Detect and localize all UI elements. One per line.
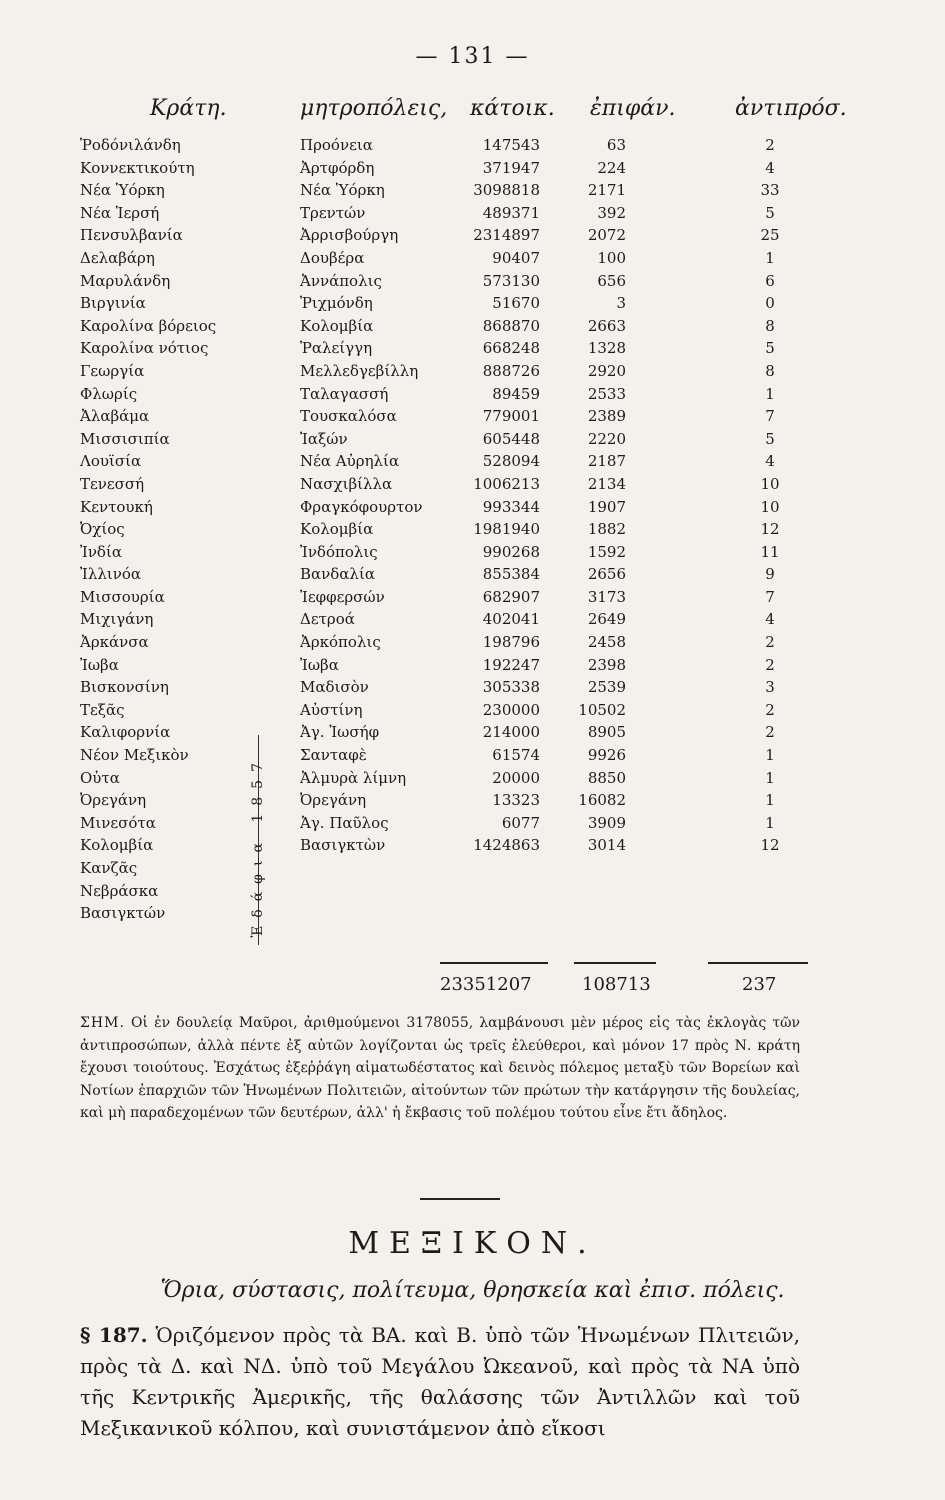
- state-cell: Νέα Ἱερσή: [80, 203, 160, 222]
- capital-cell: Βανδαλία: [300, 565, 375, 584]
- capital-cell: Ἀγ. Ἰωσήφ: [300, 723, 380, 742]
- state-cell: Πενσυλβανία: [80, 226, 183, 245]
- table-row: [0, 699, 945, 722]
- state-cell: Κολομβία: [80, 836, 154, 855]
- population-cell: 1424863: [473, 836, 540, 855]
- table-row: [0, 608, 945, 631]
- area-cell: 63: [606, 136, 626, 154]
- capital-cell: Ἀρρισβούργη: [300, 226, 399, 245]
- total-population: 23351207: [440, 974, 532, 995]
- table-row: [0, 541, 945, 564]
- area-cell: 2220: [587, 429, 626, 448]
- area-cell: 2663: [587, 316, 626, 335]
- total-rule-representatives: [708, 962, 808, 964]
- header-representatives: ἀντιπρόσ.: [735, 96, 847, 121]
- representatives-cell: 10: [760, 474, 780, 493]
- table-row: [0, 360, 945, 383]
- capital-cell: Μαδισὸν: [300, 678, 369, 697]
- area-cell: 392: [597, 203, 626, 222]
- population-cell: 1006213: [473, 474, 540, 493]
- table-row: [0, 631, 945, 654]
- representatives-cell: 5: [765, 429, 775, 448]
- population-cell: 668248: [482, 339, 540, 358]
- capital-cell: Δουβέρα: [300, 248, 365, 267]
- state-cell: Κοννεκτικούτη: [80, 158, 195, 177]
- population-cell: 489371: [482, 203, 540, 222]
- representatives-cell: 5: [765, 203, 775, 222]
- capital-cell: Κολομβία: [300, 520, 374, 539]
- area-cell: 1907: [587, 497, 626, 516]
- area-cell: 10502: [578, 700, 626, 719]
- representatives-cell: 1: [765, 384, 775, 403]
- header-state: Κράτη.: [150, 96, 227, 121]
- capital-cell: Σανταφὲ: [300, 746, 367, 765]
- state-cell: Καλιφορνία: [80, 723, 171, 742]
- representatives-cell: 12: [760, 520, 780, 539]
- table-row: [0, 157, 945, 180]
- representatives-cell: 8: [765, 361, 775, 380]
- footnote: [80, 1012, 800, 1125]
- area-cell: 3: [616, 294, 626, 313]
- representatives-cell: 11: [760, 542, 780, 561]
- state-cell: Λουϊσία: [80, 452, 142, 471]
- population-cell: 89459: [492, 384, 540, 403]
- area-cell: 1592: [587, 542, 626, 561]
- capital-cell: Ῥιχμόνδη: [300, 294, 373, 313]
- table-row: [0, 134, 945, 157]
- population-cell: 20000: [492, 768, 540, 787]
- state-cell: Νεβράσκα: [80, 881, 159, 900]
- area-cell: 3173: [587, 587, 626, 606]
- population-cell: 371947: [482, 158, 540, 177]
- population-cell: 214000: [482, 723, 540, 742]
- state-cell: Νέα Ὑόρκη: [80, 181, 165, 200]
- capital-cell: Ῥαλείγγη: [300, 339, 373, 358]
- page-number: — 131 —: [415, 44, 530, 69]
- area-cell: 2458: [587, 633, 626, 652]
- representatives-cell: 12: [760, 836, 780, 855]
- section-body: [80, 1320, 800, 1444]
- table-row: [0, 337, 945, 360]
- totals-row: [0, 974, 945, 1002]
- state-cell: Οὐτα: [80, 768, 120, 787]
- capital-cell: Νέα Αὐρηλία: [300, 452, 400, 471]
- state-cell: Ἰνδία: [80, 542, 122, 561]
- area-cell: 2389: [587, 407, 626, 426]
- footnote-lead: ΣΗΜ.: [80, 1015, 125, 1031]
- representatives-cell: 4: [765, 452, 775, 471]
- area-cell: 8850: [587, 768, 626, 787]
- capital-cell: Κολομβία: [300, 316, 374, 335]
- area-cell: 1882: [587, 520, 626, 539]
- table-row: [0, 179, 945, 202]
- state-cell: Ὀχίος: [80, 520, 125, 539]
- section-mark: § 187.: [80, 1323, 148, 1347]
- population-cell: 855384: [482, 565, 540, 584]
- population-cell: 305338: [482, 678, 540, 697]
- state-cell: Μινεσότα: [80, 813, 156, 832]
- table-row: [0, 880, 945, 903]
- table-row: [0, 496, 945, 519]
- population-cell: 779001: [482, 407, 540, 426]
- population-cell: 1981940: [473, 520, 540, 539]
- state-cell: Δελαβάρη: [80, 248, 155, 267]
- population-cell: 6077: [501, 813, 540, 832]
- population-cell: 605448: [482, 429, 540, 448]
- table-row: [0, 405, 945, 428]
- area-cell: 2920: [587, 361, 626, 380]
- area-cell: 2072: [587, 226, 626, 245]
- representatives-cell: 10: [760, 497, 780, 516]
- area-cell: 656: [597, 271, 626, 290]
- capital-cell: Τουσκαλόσα: [300, 407, 397, 426]
- state-cell: Κεντουκή: [80, 497, 153, 516]
- table-row: [0, 383, 945, 406]
- area-cell: 2649: [587, 610, 626, 629]
- representatives-cell: 33: [760, 181, 780, 200]
- representatives-cell: 4: [765, 158, 775, 177]
- section-body-text: Ὁριζόμενον πρὸς τὰ ΒΑ. καὶ Β. ὑπὸ τῶν Ἡνωμένων Πλιτειῶν, πρὸς τὰ Δ. καὶ ΝΔ. ὑπὸ τοῦ Μεγάλου Ὠκεανοῦ, καὶ πρὸς τὰ ΝΑ ὑπὸ τῆς Κεντρικῆς Ἀμερικῆς, τῆς θαλάσσης τῶν Ἀντιλλῶν καὶ τοῦ Μεξικανικοῦ κόλπου, καὶ συνιστάμενον ἀπὸ εἴκοσι: [80, 1323, 801, 1440]
- capital-cell: Ἰωβα: [300, 655, 339, 674]
- table-row: [0, 315, 945, 338]
- capital-cell: Ἀλμυρὰ λίμνη: [300, 768, 407, 787]
- population-cell: 682907: [482, 587, 540, 606]
- representatives-cell: 2: [765, 655, 775, 674]
- area-cell: 2398: [587, 655, 626, 674]
- table-row: [0, 224, 945, 247]
- representatives-cell: 4: [765, 610, 775, 629]
- header-area: ἐπιφάν.: [590, 96, 676, 121]
- capital-cell: Αὐστίνη: [300, 700, 363, 719]
- section-divider: [420, 1198, 500, 1200]
- header-population: κάτοικ.: [470, 96, 555, 121]
- table-row: [0, 767, 945, 790]
- population-cell: 3098818: [473, 181, 540, 200]
- representatives-cell: 7: [765, 407, 775, 426]
- representatives-cell: 2: [765, 633, 775, 652]
- table-row: [0, 428, 945, 451]
- state-cell: Ἀρκάνσα: [80, 633, 149, 652]
- area-cell: 100: [597, 248, 626, 267]
- representatives-cell: 1: [765, 813, 775, 832]
- capital-cell: Ἀρτφόρδη: [300, 158, 375, 177]
- representatives-cell: 0: [765, 294, 775, 313]
- table-row: [0, 812, 945, 835]
- representatives-cell: 1: [765, 768, 775, 787]
- area-cell: 2656: [587, 565, 626, 584]
- capital-cell: Μελλεδγεβίλλη: [300, 361, 419, 380]
- table-row: [0, 450, 945, 473]
- total-representatives: 237: [742, 974, 777, 995]
- total-rule-area: [574, 962, 656, 964]
- representatives-cell: 1: [765, 248, 775, 267]
- capital-cell: Φραγκόφουρτον: [300, 497, 423, 516]
- area-cell: 2187: [587, 452, 626, 471]
- population-cell: 198796: [482, 633, 540, 652]
- representatives-cell: 25: [760, 226, 780, 245]
- capital-cell: Ἰνδόπολις: [300, 542, 378, 561]
- state-cell: Τενεσσή: [80, 474, 145, 493]
- population-cell: 147543: [482, 136, 540, 154]
- table-row: [0, 563, 945, 586]
- table-row: [0, 247, 945, 270]
- state-cell: Βασιγκτών: [80, 904, 166, 923]
- capital-cell: Ἀγ. Παῦλος: [300, 813, 389, 832]
- area-cell: 2171: [587, 181, 626, 200]
- state-cell: Μισσουρία: [80, 587, 165, 606]
- capital-cell: Νασχιβίλλα: [300, 474, 393, 493]
- area-cell: 3014: [587, 836, 626, 855]
- total-area: 108713: [582, 974, 651, 995]
- state-cell: Τεξᾶς: [80, 700, 125, 719]
- section-subtitle: Ὅρια, σύστασις, πολίτευμα, θρησκεία καὶ ἐπισ. πόλεις.: [160, 1278, 785, 1303]
- state-cell: Ὀρεγάνη: [80, 791, 147, 810]
- state-cell: Καρολίνα βόρειος: [80, 316, 217, 335]
- area-cell: 224: [597, 158, 626, 177]
- representatives-cell: 1: [765, 746, 775, 765]
- population-cell: 402041: [482, 610, 540, 629]
- population-cell: 2314897: [473, 226, 540, 245]
- representatives-cell: 1: [765, 791, 775, 810]
- table-row: [0, 902, 945, 925]
- capital-cell: Ὀρεγάνη: [300, 791, 367, 810]
- state-cell: Κανζᾶς: [80, 859, 138, 877]
- population-cell: 230000: [482, 700, 540, 719]
- population-cell: 90407: [492, 248, 540, 267]
- state-cell: Μισσισιπία: [80, 429, 170, 448]
- capital-cell: Νέα Ὑόρκη: [300, 181, 385, 200]
- table-row: [0, 676, 945, 699]
- capital-cell: Ἀννάπολις: [300, 271, 382, 290]
- table-row: [0, 857, 945, 880]
- representatives-cell: 7: [765, 587, 775, 606]
- population-cell: 993344: [482, 497, 540, 516]
- representatives-cell: 2: [765, 723, 775, 742]
- capital-cell: Ἀρκόπολις: [300, 633, 381, 652]
- state-cell: Γεωργία: [80, 361, 145, 380]
- area-cell: 1328: [587, 339, 626, 358]
- population-cell: 868870: [482, 316, 540, 335]
- total-rule-population: [440, 962, 548, 964]
- area-cell: 3909: [587, 813, 626, 832]
- bracket-label: Ἐδάφια 1857: [250, 755, 266, 938]
- representatives-cell: 9: [765, 565, 775, 584]
- population-cell: 13323: [492, 791, 540, 810]
- state-cell: Καρολίνα νότιος: [80, 339, 209, 358]
- table-row: [0, 518, 945, 541]
- representatives-cell: 6: [765, 271, 775, 290]
- area-cell: 8905: [587, 723, 626, 742]
- area-cell: 2134: [587, 474, 626, 493]
- capital-cell: Ταλαγασσή: [300, 384, 389, 403]
- table-row: [0, 721, 945, 744]
- capital-cell: Ἰεφφερσών: [300, 587, 385, 606]
- table-row: [0, 744, 945, 767]
- state-cell: Νέον Μεξικὸν: [80, 746, 189, 765]
- states-table: [0, 134, 945, 925]
- capital-cell: Ἰαξών: [300, 429, 348, 448]
- state-cell: Ῥοδόνιλάνδη: [80, 136, 181, 154]
- state-cell: Ἰωβα: [80, 655, 119, 674]
- state-cell: Μαρυλάνδη: [80, 271, 171, 290]
- population-cell: 888726: [482, 361, 540, 380]
- state-cell: Ἀλαβάμα: [80, 407, 150, 426]
- area-cell: 16082: [578, 791, 626, 810]
- state-cell: Βισκονσίνη: [80, 678, 169, 697]
- representatives-cell: 3: [765, 678, 775, 697]
- representatives-cell: 8: [765, 316, 775, 335]
- table-row: [0, 292, 945, 315]
- table-row: [0, 789, 945, 812]
- population-cell: 528094: [482, 452, 540, 471]
- area-cell: 9926: [587, 746, 626, 765]
- population-cell: 573130: [482, 271, 540, 290]
- table-row: [0, 834, 945, 857]
- state-cell: Ἰλλινόα: [80, 565, 141, 584]
- table-row: [0, 586, 945, 609]
- capital-cell: Τρεντών: [300, 203, 366, 222]
- footnote-text: Οἱ ἐν δουλείᾳ Μαῦροι, ἀριθμούμενοι 3178055, λαμβάνουσι μὲν μέρος εἰς τὰς ἐκλογὰς τῶν ἀντιπροσώπων, ἀλλὰ πέντε ἐξ αὐτῶν λογίζονται ὡς τρεῖς ἐλεύθεροι, καὶ μόνον 17 πρὸς Ν. κράτη ἔχουσι τοιούτους. Ἐσχάτως ἐξεῤῥάγη αἱματωδέστατος καὶ δεινὸς πόλεμος μεταξὺ τῶν Βορείων καὶ Νοτίων ἐπαρχιῶν τῶν Ἡνωμένων Πολιτειῶν, αἰτούντων τῶν πρώτων τὴν κατάργησιν τῆς δουλείας, καὶ μὴ παραδεχομένων τῶν δευτέρων, ἀλλ' ἡ ἔκβασις τοῦ πολέμου τούτου εἶνε ἔτι ἄδηλος.: [80, 1015, 800, 1121]
- table-row: [0, 270, 945, 293]
- header-capital: μητροπόλεις,: [300, 96, 448, 121]
- area-cell: 2539: [587, 678, 626, 697]
- representatives-cell: 2: [765, 136, 775, 154]
- capital-cell: Προόνεια: [300, 136, 373, 154]
- capital-cell: Βασιγκτὼν: [300, 836, 386, 855]
- population-cell: 192247: [482, 655, 540, 674]
- state-cell: Βιργινία: [80, 294, 146, 313]
- section-title: ΜΕΞΙΚΟΝ.: [348, 1226, 597, 1261]
- table-row: [0, 654, 945, 677]
- table-row: [0, 473, 945, 496]
- population-cell: 61574: [492, 746, 540, 765]
- state-cell: Μιχιγάνη: [80, 610, 154, 629]
- capital-cell: Δετροά: [300, 610, 355, 629]
- representatives-cell: 5: [765, 339, 775, 358]
- column-headers: [0, 96, 945, 130]
- state-cell: Φλωρίς: [80, 384, 138, 403]
- population-cell: 990268: [482, 542, 540, 561]
- table-row: [0, 202, 945, 225]
- population-cell: 51670: [492, 294, 540, 313]
- representatives-cell: 2: [765, 700, 775, 719]
- area-cell: 2533: [587, 384, 626, 403]
